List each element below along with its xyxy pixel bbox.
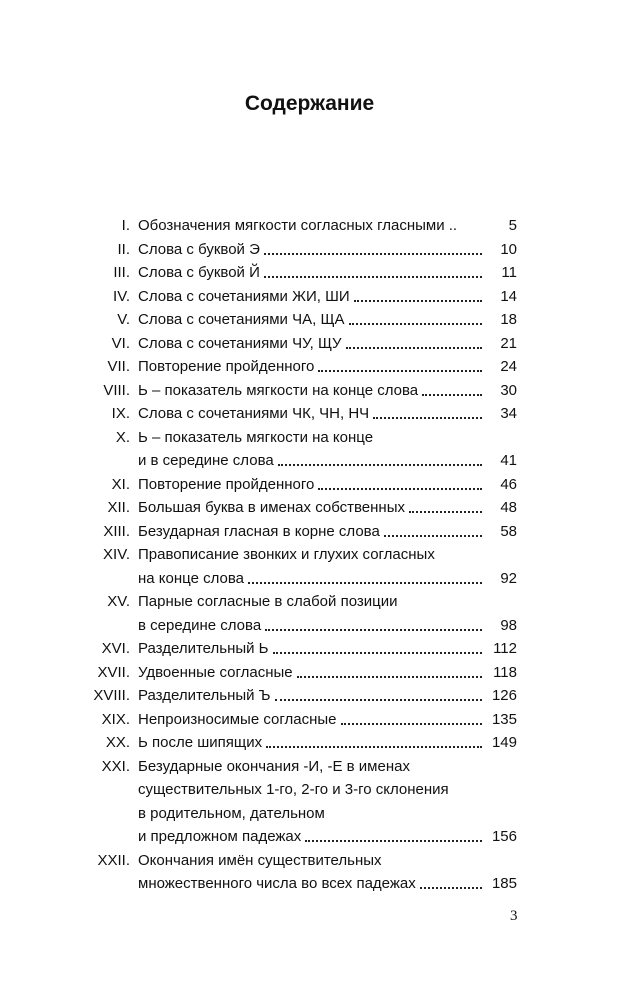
- toc-entry-title: Непроизносимые согласные: [138, 710, 337, 728]
- toc-entry-title: Слова с буквой Э: [138, 240, 260, 258]
- toc-entry-number: XVIII.: [93, 687, 130, 704]
- toc-entry-number: XXI.: [101, 757, 130, 775]
- toc-entry-number: XIII.: [103, 522, 130, 540]
- dot-leader: [373, 417, 482, 419]
- toc-entry-number: XVI.: [101, 640, 130, 657]
- dot-leader: [318, 488, 482, 490]
- toc-entry-title: Слова с сочетаниями ЧА, ЩА: [138, 311, 345, 328]
- dot-leader: [409, 511, 482, 513]
- toc-entry-title: Слова с сочетаниями ЧУ, ЩУ: [138, 334, 342, 352]
- toc-entry-page: 5: [508, 217, 517, 234]
- toc-entry-page: 34: [500, 405, 517, 422]
- toc-entry-title: Ь после шипящих: [138, 734, 263, 751]
- toc-entry-number: X.: [115, 428, 130, 446]
- toc-entry-page: 118: [493, 663, 517, 681]
- toc-entry-title: Слова с сочетаниями ЖИ, ШИ: [138, 287, 350, 305]
- toc-entry-title: Слова с сочетаниями ЧК, ЧН, НЧ: [138, 405, 370, 422]
- toc-entry-page: 135: [491, 710, 517, 728]
- toc-entry-line: [138, 404, 486, 424]
- toc-entry-page: 46: [500, 475, 517, 493]
- toc-entry-number: IV.: [113, 287, 130, 305]
- toc-entry-page: 149: [491, 734, 517, 751]
- toc-entry-page: 24: [500, 358, 517, 375]
- toc-entry-line: [138, 357, 486, 377]
- toc-entry-title: Повторение пройденного: [138, 475, 315, 493]
- toc-entry-title: Обозначения мягкости согласных гласными ..: [138, 217, 458, 234]
- toc-entry-title: в родительном, дательном: [138, 804, 325, 822]
- dot-leader: [349, 323, 482, 325]
- dot-leader: [305, 840, 482, 842]
- dot-leader: [275, 699, 482, 701]
- dot-leader: [318, 370, 482, 372]
- toc-entry-number: VII.: [107, 358, 130, 375]
- toc-entry-number: V.: [117, 311, 130, 328]
- dot-leader: [384, 535, 482, 537]
- toc-entry-page: 21: [500, 334, 517, 352]
- toc-entry-page: 11: [501, 264, 517, 281]
- toc-entry-title: множественного числа во всех падежах: [138, 875, 416, 892]
- toc-entry-title: в середине слова: [138, 616, 262, 634]
- dot-leader: [354, 300, 482, 302]
- toc-entry-line: [138, 240, 486, 260]
- toc-entry-line: [138, 592, 486, 612]
- toc-entry-title: Парные согласные в слабой позиции: [138, 593, 398, 610]
- toc-entry-title: Разделительный Ъ: [138, 687, 271, 704]
- toc-entry-line: [138, 451, 486, 471]
- toc-entry-line: [138, 874, 486, 894]
- toc-entry-line: [138, 522, 486, 542]
- dot-leader: [248, 582, 482, 584]
- toc-entry-title: Окончания имён существительных: [138, 851, 382, 869]
- toc-entry-page: 92: [500, 569, 517, 587]
- toc-entry-line: [138, 428, 486, 448]
- dot-leader: [265, 629, 482, 631]
- toc-entry-line: [138, 827, 486, 847]
- toc-entry-title: Безударная гласная в корне слова: [138, 522, 380, 540]
- toc-entry-page: 98: [500, 616, 517, 634]
- toc-entry-line: [138, 616, 486, 636]
- toc-entry-line: [138, 780, 486, 800]
- dot-leader: [273, 652, 482, 654]
- toc-entry-line: [138, 663, 486, 683]
- toc-entry-number: VI.: [111, 334, 130, 352]
- dot-leader: [420, 887, 482, 889]
- toc-entry-title: Большая буква в именах собственных: [138, 499, 405, 516]
- toc-entry-number: XIV.: [103, 546, 130, 563]
- toc-entry-line: [138, 287, 486, 307]
- toc-entry-title: Ь – показатель мягкости на конце слова: [138, 381, 419, 399]
- page-title: Содержание: [244, 92, 375, 115]
- toc-entry-line: [138, 639, 486, 659]
- toc-entry-title: на конце слова: [138, 569, 244, 587]
- dot-leader: [264, 253, 482, 255]
- toc-entry-page: 156: [491, 828, 517, 845]
- toc-entry-page: 10: [500, 240, 517, 258]
- toc-entry-number: III.: [113, 264, 130, 281]
- toc-entry-number: XIX.: [101, 710, 130, 728]
- toc-entry-line: [138, 498, 486, 518]
- toc-entry-title: Удвоенные согласные: [138, 663, 293, 681]
- toc-entry-page: 48: [500, 499, 517, 516]
- toc-entry-number: XI.: [111, 475, 130, 493]
- toc-entry-line: [138, 851, 486, 871]
- toc-entry-page: 112: [493, 640, 517, 657]
- toc-entry-line: [138, 475, 486, 495]
- toc-entry-title: и предложном падежах: [138, 828, 302, 845]
- toc-entry-title: Повторение пройденного: [138, 358, 315, 375]
- toc-entry-line: [138, 263, 486, 283]
- toc-entry-number: XII.: [107, 499, 130, 516]
- toc-entry-title: существительных 1-го, 2-го и 3-го склонения: [138, 781, 449, 798]
- toc-entry-number: II.: [117, 240, 130, 258]
- toc-entry-page: 126: [491, 687, 517, 704]
- toc-entry-page: 30: [500, 381, 517, 399]
- toc-entry-number: I.: [121, 217, 130, 234]
- toc-entry-line: [138, 757, 486, 777]
- toc-entry-line: [138, 710, 486, 730]
- toc-entry-number: XV.: [107, 593, 130, 610]
- toc-entry-title: Разделительный Ь: [138, 640, 269, 657]
- dot-leader: [422, 394, 482, 396]
- toc-entry-page: 58: [500, 522, 517, 540]
- toc-entry-title: Слова с буквой Й: [138, 264, 260, 281]
- dot-leader: [297, 676, 482, 678]
- dot-leader: [264, 276, 482, 278]
- toc-entry-title: и в середине слова: [138, 452, 274, 469]
- toc-entry-page: 14: [500, 287, 517, 305]
- toc-entry-number: XX.: [105, 734, 130, 751]
- toc-entry-line: [138, 381, 486, 401]
- toc-entry-line: [138, 686, 486, 706]
- toc-entry-page: 41: [500, 452, 517, 469]
- toc-entry-title: Ь – показатель мягкости на конце: [138, 428, 374, 446]
- toc-entry-line: [138, 733, 486, 753]
- toc-entry-line: [138, 569, 486, 589]
- toc-entry-number: XVII.: [97, 663, 130, 681]
- toc-entry-number: VIII.: [103, 381, 130, 399]
- toc-entry-line: [138, 310, 486, 330]
- dot-leader: [278, 464, 482, 466]
- dot-leader: [266, 746, 482, 748]
- toc-entry-number: XXII.: [97, 851, 130, 869]
- toc-entry-number: IX.: [111, 405, 130, 422]
- toc-entry-page: 18: [500, 311, 517, 328]
- dot-leader: [341, 723, 482, 725]
- page-number: 3: [510, 908, 518, 924]
- toc-entry-line: [138, 545, 486, 565]
- toc-entry-title: Безударные окончания -И, -Е в именах: [138, 757, 410, 775]
- toc-entry-line: [138, 216, 486, 236]
- toc-entry-page: 185: [491, 875, 517, 892]
- toc-entry-line: [138, 334, 486, 354]
- toc-entry-title: Правописание звонких и глухих согласных: [138, 546, 435, 563]
- toc-entry-line: [138, 804, 486, 824]
- dot-leader: [346, 347, 482, 349]
